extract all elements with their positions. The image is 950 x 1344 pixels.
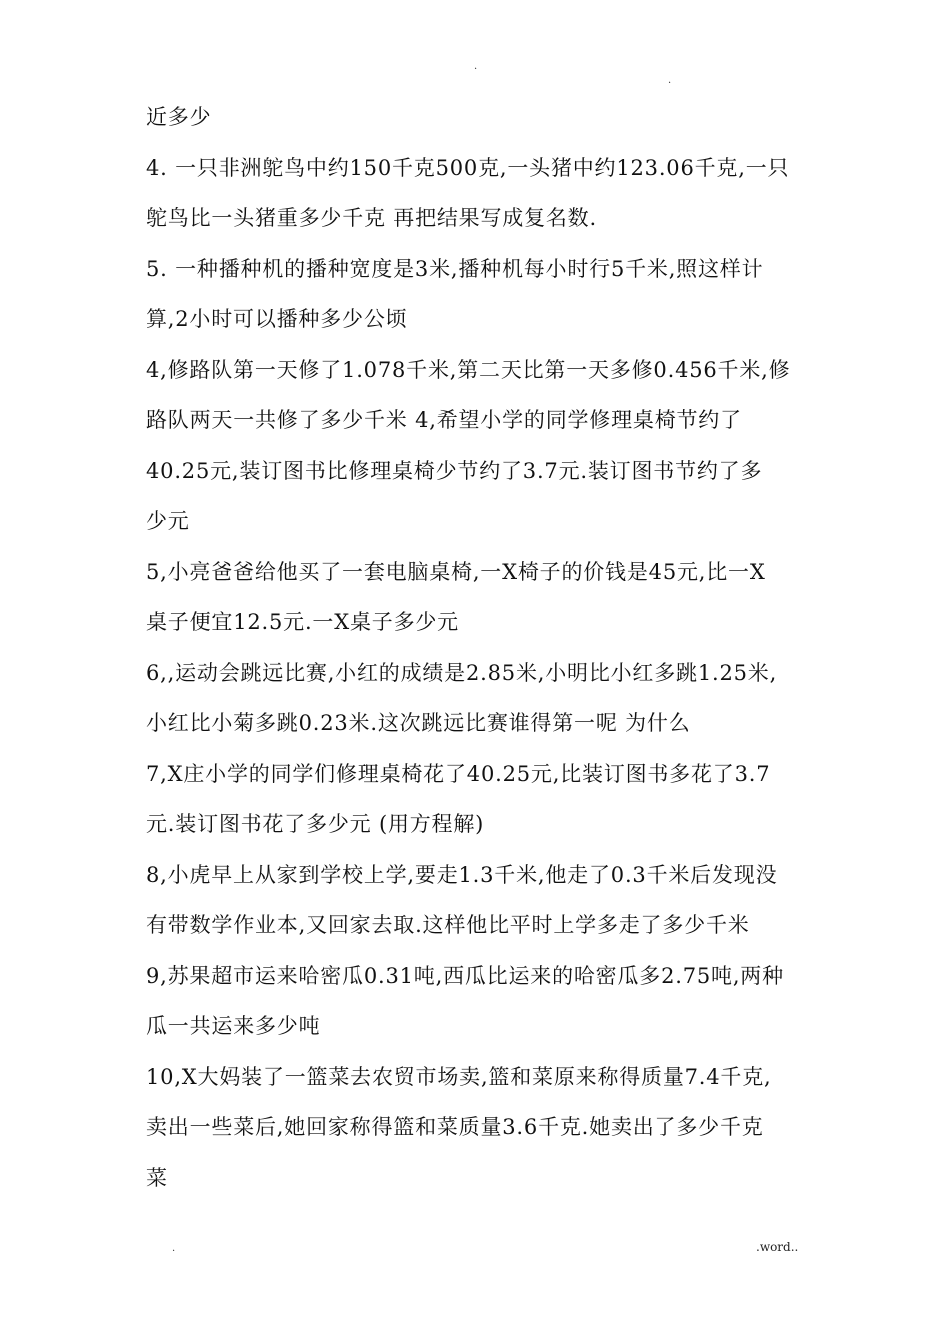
text-line: 4,修路队第一天修了1.078千米,第二天比第一天多修0.456千米,修 — [146, 357, 791, 382]
text-line: 5. 一种播种机的播种宽度是3米,播种机每小时行5千米,照这样计 — [146, 256, 764, 281]
footer-word-mark: .word.. — [756, 1240, 799, 1254]
text-line: 4. 一只非洲鸵鸟中约150千克500克,一头猪中约123.06千克,一只 — [146, 155, 790, 180]
footer-dot: . — [172, 1243, 176, 1254]
header-dot: . — [668, 75, 672, 86]
text-line: 5,小亮爸爸给他买了一套电脑桌椅,一X椅子的价钱是45元,比一X — [146, 559, 766, 584]
text-line: 小红比小菊多跳0.23米.这次跳远比赛谁得第一呢 为什么 — [146, 711, 691, 735]
text-line: 算,2小时可以播种多少公顷 — [146, 307, 408, 331]
text-line: 少元 — [146, 509, 190, 533]
text-line: 卖出一些菜后,她回家称得篮和菜质量3.6千克.她卖出了多少千克 — [146, 1115, 764, 1139]
text-line: 6,,运动会跳远比赛,小红的成绩是2.85米,小明比小红多跳1.25米, — [146, 660, 778, 685]
text-line: 菜 — [146, 1165, 168, 1190]
text-line: 瓜一共运来多少吨 — [146, 1014, 321, 1038]
document-body — [146, 92, 816, 1203]
text-line: 路队两天一共修了多少千米 4,希望小学的同学修理桌椅节约了 — [146, 408, 742, 432]
text-line: 鸵鸟比一头猪重多少千克 再把结果写成复名数. — [146, 206, 597, 230]
header-dot: . — [474, 61, 478, 72]
text-line: 桌子便宜12.5元.一X桌子多少元 — [146, 610, 459, 634]
text-line: 9,苏果超市运来哈密瓜0.31吨,西瓜比运来的哈密瓜多2.75吨,两种 — [146, 963, 784, 988]
text-line: 近多少 — [146, 105, 212, 129]
text-line: 元.装订图书花了多少元 (用方程解) — [146, 812, 485, 836]
text-line: 10,X大妈装了一篮菜去农贸市场卖,篮和菜原来称得质量7.4千克, — [146, 1064, 772, 1089]
text-line: 8,小虎早上从家到学校上学,要走1.3千米,他走了0.3千米后发现没 — [146, 862, 778, 887]
text-line: 有带数学作业本,又回家去取.这样他比平时上学多走了多少千米 — [146, 913, 750, 937]
text-line: 7,X庄小学的同学们修理桌椅花了40.25元,比装订图书多花了3.7 — [146, 761, 771, 786]
text-line: 40.25元,装订图书比修理桌椅少节约了3.7元.装订图书节约了多 — [146, 458, 763, 483]
